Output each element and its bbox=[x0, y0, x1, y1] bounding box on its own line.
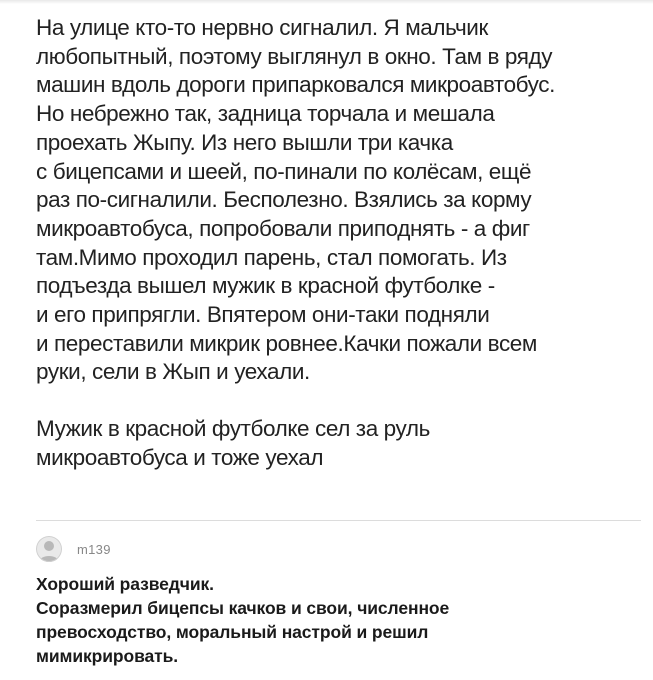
comment-header bbox=[36, 534, 636, 564]
comment-body bbox=[36, 572, 636, 668]
comment-line: Соразмерил бицепсы качков и свои, численное bbox=[36, 598, 450, 618]
post-line: Мужик в красной футболке сел за руль bbox=[36, 416, 430, 442]
comment-line: мимикрировать. bbox=[36, 646, 179, 666]
post-line: и переставили микрик ровнее.Качки пожали всем bbox=[36, 330, 537, 356]
post-line: проехать Жыпу. Из него вышли три качка bbox=[36, 129, 453, 155]
post-line: подъезда вышел мужик в красной футболке - bbox=[36, 273, 495, 299]
post-line: Но небрежно так, задница торчала и мешала bbox=[36, 101, 495, 127]
post-paragraph-1 bbox=[36, 14, 636, 387]
comment-line: превосходство, моральный настрой и решил bbox=[36, 622, 429, 642]
comment-username[interactable]: m139 bbox=[77, 541, 111, 557]
post-line: раз по-сигналили. Бесполезно. Взялись за корму bbox=[36, 187, 532, 213]
user-avatar-icon[interactable] bbox=[36, 536, 62, 562]
post-line: На улице кто-то нервно сигналил. Я мальчик bbox=[36, 15, 488, 40]
post-line: с бицепсами и шеей, по-пинали по колёсам, ещё bbox=[36, 158, 532, 184]
post-line: микроавтобуса, попробовали приподнять - а фиг bbox=[36, 215, 530, 241]
post-text bbox=[36, 14, 636, 473]
comment-line: Хороший разведчик. bbox=[36, 574, 214, 594]
top-edge bbox=[0, 0, 653, 4]
post-line: и его припрягли. Впятером они-таки подняли bbox=[36, 302, 490, 328]
paragraph-gap bbox=[36, 387, 636, 415]
post-line: машин вдоль дороги припарковался микроавтобус. bbox=[36, 72, 555, 98]
comment-divider bbox=[36, 520, 641, 521]
avatar-silhouette bbox=[36, 536, 62, 562]
post-line: руки, сели в Жып и уехали. bbox=[36, 359, 310, 385]
post-paragraph-2 bbox=[36, 415, 636, 472]
post-line: там.Мимо проходил парень, стал помогать. Из bbox=[36, 244, 507, 270]
post-line: микроавтобуса и тоже уехал bbox=[36, 444, 324, 470]
post-line: любопытный, поэтому выглянул в окно. Там в ряду bbox=[36, 43, 553, 69]
comment bbox=[36, 534, 636, 668]
